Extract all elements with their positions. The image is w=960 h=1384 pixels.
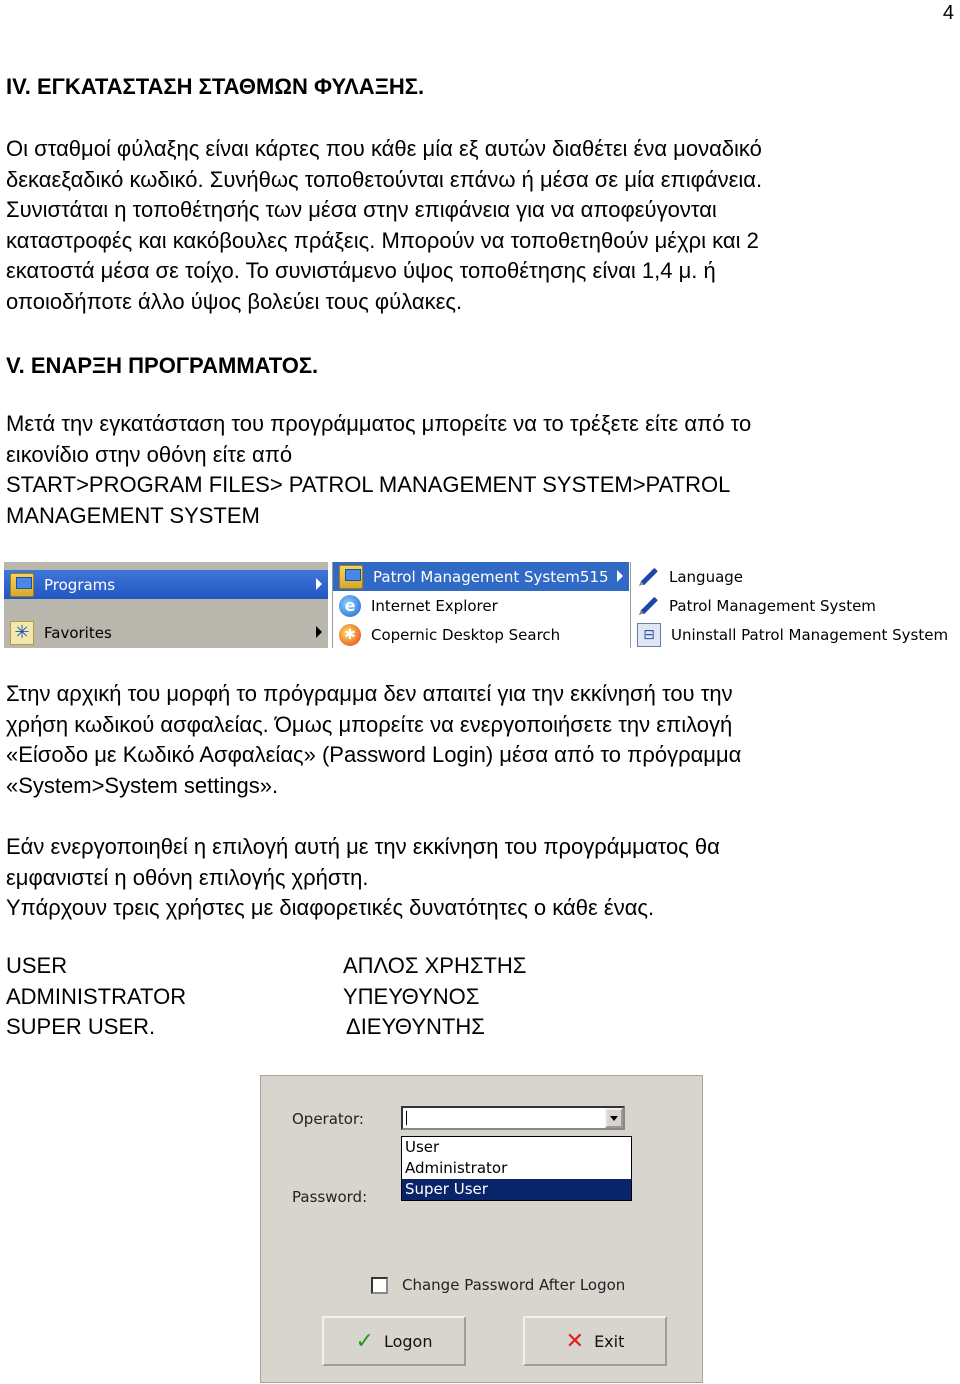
submenu-arrow-icon xyxy=(316,578,322,590)
menu-item-label: Copernic Desktop Search xyxy=(371,625,561,644)
submenu-arrow-icon xyxy=(617,570,623,582)
text-line: οποιοδήποτε άλλο ύψος βολεύει τους φύλακες. xyxy=(6,288,463,314)
text-cursor xyxy=(406,1111,407,1125)
text-line: καταστροφές και κακόβουλες πράξεις. Μπορούν να τοποθετηθούν μέχρι και 2 xyxy=(6,227,759,253)
copernic-icon: ✱ xyxy=(339,624,361,646)
text-line: «System>System settings». xyxy=(6,772,279,798)
chevron-down-icon[interactable] xyxy=(605,1108,623,1128)
programs-submenu xyxy=(332,562,629,648)
operator-option-super-user[interactable]: Super User xyxy=(402,1179,631,1200)
start-menu-column xyxy=(4,562,328,648)
logon-button[interactable] xyxy=(322,1316,466,1366)
operator-dropdown-list xyxy=(401,1136,632,1201)
menu-item-copernic-desktop-search[interactable] xyxy=(333,620,629,649)
operator-select[interactable] xyxy=(401,1106,625,1130)
operator-label: Operator: xyxy=(292,1110,364,1128)
shortcut-pen-icon xyxy=(632,561,663,592)
page-number: 4 xyxy=(942,2,954,24)
start-menu-screenshot xyxy=(4,562,958,648)
shortcut-pen-icon xyxy=(632,590,663,621)
menu-item-patrol-management-system[interactable] xyxy=(631,591,959,620)
menu-item-internet-explorer[interactable] xyxy=(333,591,629,620)
role-gr: ΑΠΛΟΣ ΧΡΗΣΤΗΣ xyxy=(343,953,527,978)
password-paragraph xyxy=(6,679,946,801)
checkmark-icon: ✓ xyxy=(355,1328,374,1354)
text-line: «Είσοδο με Κωδικό Ασφαλείας» (Password Login) μέσα από το πρόγραμμα xyxy=(6,742,742,767)
programs-folder-icon xyxy=(10,573,34,597)
exit-label: Exit xyxy=(594,1331,625,1351)
menu-item-label: Patrol Management System xyxy=(669,596,876,615)
internet-explorer-icon: e xyxy=(339,595,361,617)
menu-item-language[interactable] xyxy=(631,562,959,591)
menu-item-label: Patrol Management System515 xyxy=(373,567,609,586)
login-dialog xyxy=(260,1075,703,1383)
text-line: χρήση κωδικού ασφαλείας. Όμως μπορείτε να ενεργοποιήσετε την επιλογή xyxy=(6,711,733,737)
operator-option-user[interactable]: User xyxy=(405,1138,440,1156)
role-en: USER xyxy=(6,953,68,978)
checkbox-label: Change Password After Logon xyxy=(402,1276,626,1294)
change-password-checkbox[interactable] xyxy=(371,1277,388,1294)
section-v-paragraph xyxy=(6,409,946,531)
password-label: Password: xyxy=(292,1188,368,1206)
program-folder-icon xyxy=(339,565,363,589)
operator-option-administrator[interactable]: Administrator xyxy=(405,1159,508,1177)
menu-item-label: Uninstall Patrol Management System xyxy=(671,625,949,644)
users-paragraph xyxy=(6,832,946,924)
logon-label: Logon xyxy=(383,1331,433,1351)
submenu-arrow-icon xyxy=(316,626,322,638)
text-line: Μετά την εγκατάσταση του προγράμματος μπορείτε να το τρέξετε είτε από το xyxy=(6,411,752,436)
text-line: εκατοστά μέσα σε τοίχο. Το συνιστάμενο ύψος τοποθέτησης είναι 1,4 μ. ή xyxy=(6,258,716,283)
text-line: Εάν ενεργοποιηθεί η επιλογή αυτή με την εκκίνηση του προγράμματος θα xyxy=(6,834,720,859)
text-line: Οι σταθμοί φύλαξης είναι κάρτες που κάθε μία εξ αυτών διαθέτει ένα μοναδικό xyxy=(6,136,762,161)
menu-item-label: Internet Explorer xyxy=(371,596,498,615)
change-password-option xyxy=(371,1276,625,1294)
text-line: MANAGEMENT SYSTEM xyxy=(6,502,260,528)
menu-item-patrol-management-system515[interactable] xyxy=(333,562,629,591)
role-gr: ΔΙΕΥΘΥΝΤΗΣ xyxy=(346,1014,485,1039)
menu-item-programs[interactable] xyxy=(4,570,328,599)
role-en: ADMINISTRATOR xyxy=(6,984,187,1009)
favorites-icon: ✳ xyxy=(10,621,34,645)
text-line: Υπάρχουν τρεις χρήστες με διαφορετικές δυνατότητες ο κάθε ένας. xyxy=(6,895,655,920)
text-line: Στην αρχική του μορφή το πρόγραμμα δεν απαιτεί για την εκκίνησή του την xyxy=(6,681,733,706)
text-line: εικονίδιο στην οθόνη είτε από xyxy=(6,441,293,467)
section-heading-v: V. ΕΝΑΡΞΗ ΠΡΟΓΡΑΜΜΑΤΟΣ. xyxy=(6,353,319,378)
close-icon: ✕ xyxy=(565,1328,585,1354)
uninstall-icon: ⊟ xyxy=(637,623,661,647)
section-heading-iv: IV. ΕΓΚΑΤΑΣΤΑΣΗ ΣΤΑΘΜΩΝ ΦΥΛΑΞΗΣ. xyxy=(6,74,425,99)
menu-item-label: Programs xyxy=(44,575,116,594)
text-line: εμφανιστεί η οθόνη επιλογής χρήστη. xyxy=(6,864,369,890)
role-gr: ΥΠΕΥΘΥΝΟΣ xyxy=(343,984,480,1009)
role-en: SUPER USER. xyxy=(6,1014,156,1039)
exit-button[interactable] xyxy=(523,1316,667,1366)
text-line: START>PROGRAM FILES> PATROL MANAGEMENT SYSTEM>PATROL xyxy=(6,472,731,497)
patrol-submenu xyxy=(630,562,959,648)
text-line: Συνιστάται η τοποθέτησής των μέσα στην επιφάνεια για να αποφεύγονται xyxy=(6,197,717,222)
menu-item-label: Favorites xyxy=(44,623,112,642)
menu-item-favorites[interactable] xyxy=(4,618,328,647)
text-line: δεκαεξαδικό κωδικό. Συνήθως τοποθετούνται επάνω ή μέσα σε μία επιφάνεια. xyxy=(6,166,763,192)
section-iv-paragraph xyxy=(6,134,946,317)
menu-item-uninstall[interactable] xyxy=(631,620,959,649)
menu-item-label: Language xyxy=(669,567,744,586)
